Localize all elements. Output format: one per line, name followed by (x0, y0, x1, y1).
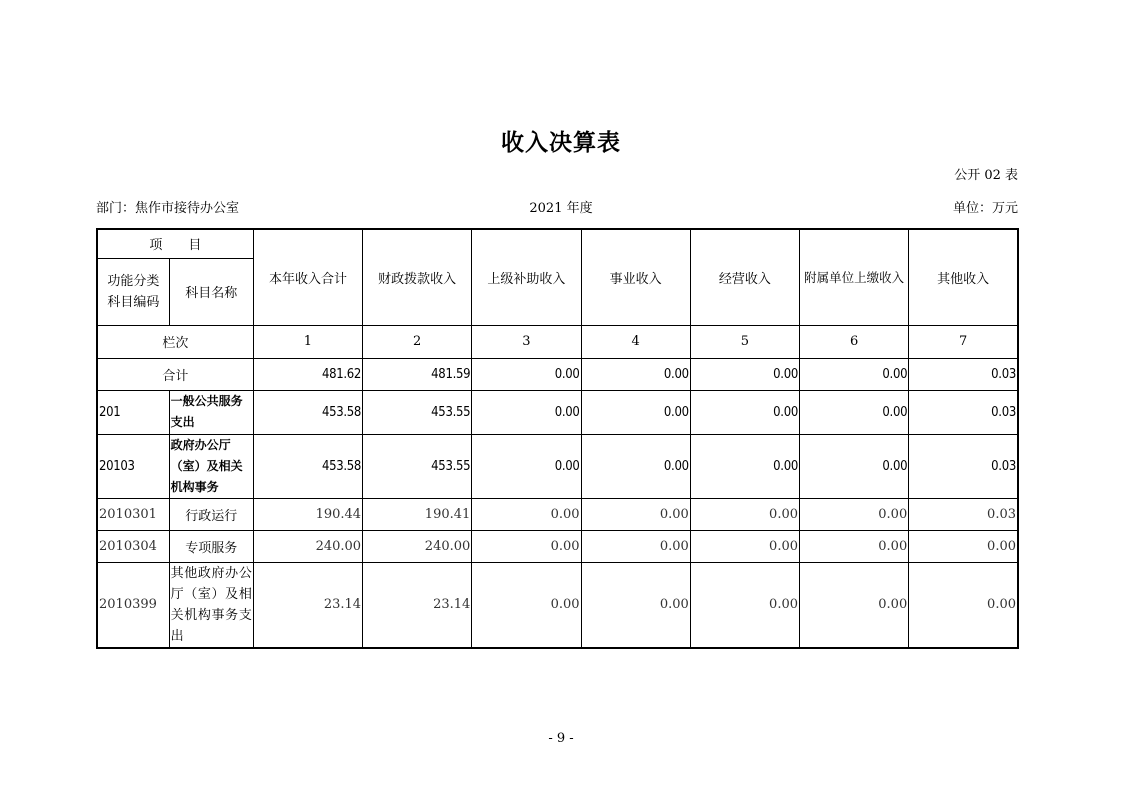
row-value: 190.41 (363, 498, 472, 530)
column-header: 上级补助收入 (472, 229, 581, 325)
total-value: 481.62 (253, 358, 362, 390)
row-code: 20103 (97, 434, 169, 498)
row-value: 0.03 (909, 390, 1018, 434)
row-value: 0.00 (800, 530, 909, 562)
row-code: 2010301 (97, 498, 169, 530)
form-number: 公开 02 表 (954, 168, 1018, 183)
column-header: 财政拨款收入 (363, 229, 472, 325)
row-name: 行政运行 (169, 498, 253, 530)
seq-number: 5 (690, 325, 799, 358)
row-value: 0.03 (909, 434, 1018, 498)
page-number: - 9 - (548, 731, 574, 746)
seq-number: 1 (253, 325, 362, 358)
row-value: 0.00 (472, 530, 581, 562)
row-name: 其他政府办公厅（室）及相关机构事务支出 (169, 562, 253, 648)
row-value: 0.00 (690, 562, 799, 648)
row-value: 0.00 (800, 562, 909, 648)
row-value: 0.00 (909, 562, 1018, 648)
row-value: 453.58 (253, 390, 362, 434)
column-header: 经营收入 (690, 229, 799, 325)
row-value: 23.14 (253, 562, 362, 648)
header-item: 项 目 (97, 229, 253, 258)
row-value: 240.00 (363, 530, 472, 562)
seq-number: 6 (800, 325, 909, 358)
row-value: 23.14 (363, 562, 472, 648)
row-value: 0.03 (909, 498, 1018, 530)
row-value: 0.00 (581, 562, 690, 648)
total-value: 481.59 (363, 358, 472, 390)
row-code: 2010304 (97, 530, 169, 562)
page-title: 收入决算表 (501, 130, 621, 156)
row-value: 0.00 (472, 562, 581, 648)
row-value: 0.00 (472, 498, 581, 530)
row-value: 0.00 (581, 434, 690, 498)
header-subject-name: 科目名称 (169, 258, 253, 325)
row-name: 专项服务 (169, 530, 253, 562)
row-value: 453.55 (363, 390, 472, 434)
seq-number: 4 (581, 325, 690, 358)
seq-label: 栏次 (97, 325, 253, 358)
total-value: 0.03 (909, 358, 1018, 390)
fiscal-year: 2021 年度 (529, 201, 593, 216)
unit-label: 单位：万元 (952, 201, 1018, 216)
row-value: 0.00 (581, 498, 690, 530)
income-table (96, 228, 1019, 649)
table-row (97, 498, 1018, 530)
total-value: 0.00 (690, 358, 799, 390)
table-row (97, 390, 1018, 434)
total-value: 0.00 (581, 358, 690, 390)
row-value: 0.00 (581, 390, 690, 434)
row-value: 453.58 (253, 434, 362, 498)
row-value: 0.00 (472, 390, 581, 434)
row-value: 0.00 (800, 498, 909, 530)
row-value: 0.00 (909, 530, 1018, 562)
total-value: 0.00 (800, 358, 909, 390)
seq-number: 3 (472, 325, 581, 358)
row-value: 0.00 (690, 498, 799, 530)
row-value: 0.00 (581, 530, 690, 562)
table-row (97, 530, 1018, 562)
row-value: 0.00 (800, 434, 909, 498)
seq-number: 7 (909, 325, 1018, 358)
total-value: 0.00 (472, 358, 581, 390)
table-row (97, 562, 1018, 648)
table-row (97, 434, 1018, 498)
column-header: 附属单位上缴收入 (800, 229, 909, 325)
seq-number: 2 (363, 325, 472, 358)
row-code: 201 (97, 390, 169, 434)
total-row (97, 358, 1018, 390)
row-value: 190.44 (253, 498, 362, 530)
row-value: 0.00 (690, 434, 799, 498)
row-name: 政府办公厅（室）及相关机构事务 (169, 434, 253, 498)
row-value: 0.00 (690, 530, 799, 562)
header-func-code: 功能分类科目编码 (97, 258, 169, 325)
department-label: 部门：焦作市接待办公室 (96, 201, 240, 216)
row-value: 240.00 (253, 530, 362, 562)
row-value: 0.00 (690, 390, 799, 434)
row-code: 2010399 (97, 562, 169, 648)
total-label: 合计 (97, 358, 253, 390)
column-header: 本年收入合计 (253, 229, 362, 325)
row-value: 0.00 (472, 434, 581, 498)
row-value: 0.00 (800, 390, 909, 434)
row-name: 一般公共服务支出 (169, 390, 253, 434)
column-header: 事业收入 (581, 229, 690, 325)
column-header: 其他收入 (909, 229, 1018, 325)
row-value: 453.55 (363, 434, 472, 498)
